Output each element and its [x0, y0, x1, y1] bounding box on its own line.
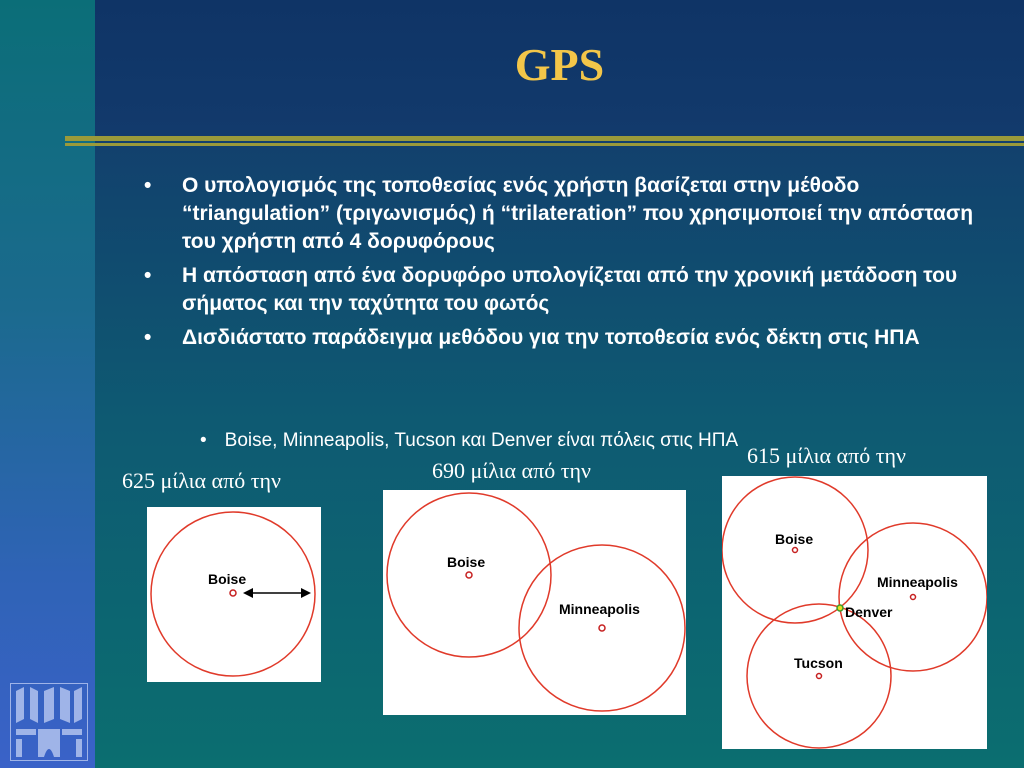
bullet-dot: • [144, 174, 152, 197]
university-logo-icon [10, 683, 88, 761]
city-label-boise: Boise [208, 571, 247, 587]
bullet-text: Δισδιάστατο παράδειγμα μεθόδου για την τοποθεσία ενός δέκτη στις ΗΠΑ [182, 326, 920, 349]
bullet-item [140, 172, 1000, 256]
sub-bullet-dot: • [200, 430, 207, 451]
caption-right: 615 μίλια από την [747, 443, 906, 468]
city-label-boise: Boise [447, 554, 486, 570]
arrowhead-right-icon [301, 588, 311, 598]
slide-title: GPS [514, 39, 605, 90]
caption-left: 625 μίλια από την [122, 468, 281, 493]
city-dot [599, 625, 605, 631]
divider-rule [65, 136, 1024, 141]
bullet-text: Ο υπολογισμός της τοποθεσίας ενός χρήστη βασίζεται στην μέθοδο “triangulation” (τριγωνισμός) ή “trilateration” που χρησιμοποιεί την απόσταση του χρήστη από 4 δορυφόρους [182, 174, 974, 253]
divider-rule-thin [65, 143, 1024, 146]
sub-bullet [200, 430, 738, 452]
city-label-minneapolis: Minneapolis [559, 601, 640, 617]
bullet-dot: • [144, 264, 152, 287]
city-dot [817, 674, 822, 679]
city-label-tucson: Tucson [794, 655, 843, 671]
bullet-list [140, 172, 1000, 358]
bullet-dot: • [144, 326, 152, 349]
sub-bullet-text: Boise, Minneapolis, Tucson και Denver είναι πόλεις στις ΗΠΑ [224, 430, 739, 451]
diagram-panel-three [722, 476, 987, 749]
city-dot [466, 572, 472, 578]
diagram-panel-two [383, 490, 686, 715]
diagram-two [383, 490, 686, 715]
city-dot [911, 595, 916, 600]
left-band [0, 0, 95, 768]
diagram-one [147, 507, 321, 682]
denver-marker-icon [837, 605, 843, 611]
city-dot [230, 590, 236, 596]
diagram-three [722, 476, 987, 749]
bullet-item [140, 262, 1000, 318]
city-dot [793, 548, 798, 553]
bullet-item [140, 324, 1000, 352]
city-label-minneapolis: Minneapolis [877, 574, 958, 590]
bullet-text: Η απόσταση από ένα δορυφόρο υπολογίζεται από την χρονική μετάδοση του σήματος και την ταχύτητα του φωτός [182, 264, 958, 315]
city-label-boise: Boise [775, 531, 814, 547]
arrowhead-left-icon [243, 588, 253, 598]
caption-middle: 690 μίλια από την [432, 458, 591, 483]
city-label-denver: Denver [845, 604, 893, 620]
diagram-panel-one [147, 507, 321, 682]
